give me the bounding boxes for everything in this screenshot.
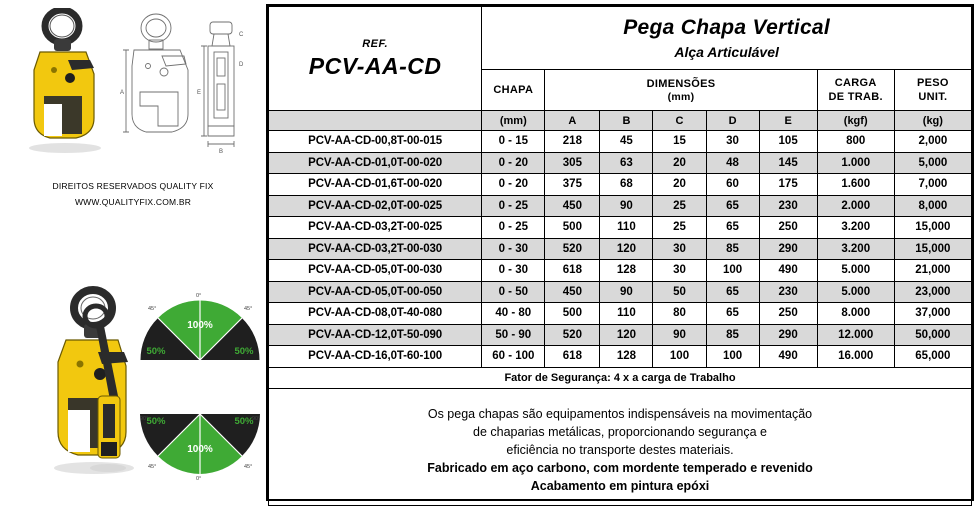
cell-carga: 800 (817, 131, 894, 153)
cell-peso: 15,000 (894, 238, 971, 260)
cell-ref: PCV-AA-CD-03,2T-00-030 (269, 238, 482, 260)
col-header-dimensoes (545, 70, 817, 111)
unit-a: A (545, 111, 600, 131)
cell-b: 128 (600, 346, 653, 368)
unit-c: C (653, 111, 706, 131)
table-row (269, 238, 972, 260)
cell-e: 490 (759, 260, 817, 282)
cell-a: 450 (545, 281, 600, 303)
angle-top-left-label: 50% (146, 346, 166, 357)
col-header-carga-line2: DE TRAB. (828, 91, 883, 103)
table-row (269, 217, 972, 239)
title-cell (482, 7, 972, 70)
notes-line-1: Os pega chapas são equipamentos indispensáveis na movimentação (427, 406, 813, 421)
cell-e: 145 (759, 152, 817, 174)
cell-a: 450 (545, 195, 600, 217)
illustration-panel (0, 0, 266, 505)
cell-c: 20 (653, 152, 706, 174)
cell-chapa: 0 - 15 (482, 131, 545, 153)
cell-d: 30 (706, 131, 759, 153)
cell-b: 63 (600, 152, 653, 174)
cell-ref: PCV-AA-CD-03,2T-00-025 (269, 217, 482, 239)
cell-chapa: 0 - 20 (482, 174, 545, 196)
notes-line-2: de chaparias metálicas, proporcionando segurança e (473, 424, 767, 439)
cell-a: 500 (545, 303, 600, 325)
cell-peso: 5,000 (894, 152, 971, 174)
cell-carga: 5.000 (817, 260, 894, 282)
product-photo-top (10, 8, 130, 158)
cell-ref: PCV-AA-CD-02,0T-00-025 (269, 195, 482, 217)
clamp-side-illustration (74, 300, 134, 480)
cell-chapa: 0 - 30 (482, 238, 545, 260)
cell-ref: PCV-AA-CD-01,6T-00-020 (269, 174, 482, 196)
col-header-dimensoes-label: DIMENSÕES (646, 77, 716, 90)
table-row (269, 324, 972, 346)
cell-d: 65 (706, 303, 759, 325)
angle-bottom-tick-0: 0° (196, 476, 202, 482)
notes-line-3: eficiência no transporte destes materiais. (506, 442, 734, 457)
unit-e: E (759, 111, 817, 131)
ref-label: REF. (362, 37, 389, 50)
cell-a: 520 (545, 324, 600, 346)
cell-e: 175 (759, 174, 817, 196)
ref-cell (269, 7, 482, 111)
cell-peso: 8,000 (894, 195, 971, 217)
cell-ref: PCV-AA-CD-08,0T-40-080 (269, 303, 482, 325)
angle-top-tick-45-left: 45° (148, 306, 157, 312)
angle-figure-top (140, 293, 260, 360)
cell-carga: 2.000 (817, 195, 894, 217)
load-angle-diagrams (140, 292, 260, 482)
cell-peso: 23,000 (894, 281, 971, 303)
col-header-peso-line1: PESO (916, 77, 949, 89)
cell-c: 25 (653, 195, 706, 217)
cell-carga: 5.000 (817, 281, 894, 303)
col-header-carga-line1: CARGA (834, 77, 877, 89)
cell-a: 375 (545, 174, 600, 196)
col-header-carga (817, 70, 894, 111)
cell-c: 80 (653, 303, 706, 325)
cell-peso: 50,000 (894, 324, 971, 346)
table-row (269, 174, 972, 196)
cell-e: 105 (759, 131, 817, 153)
drawing-label-c: C (239, 32, 244, 38)
table-row (269, 346, 972, 368)
credits-line-1: DIREITOS RESERVADOS QUALITY FIX (52, 181, 214, 191)
col-header-peso-line2: UNIT. (918, 91, 948, 103)
cell-chapa: 50 - 90 (482, 324, 545, 346)
notes-line-4: Fabricado em aço carbono, com mordente temperado e revenido (427, 460, 813, 475)
cell-b: 110 (600, 217, 653, 239)
cell-e: 490 (759, 346, 817, 368)
notes-cell (269, 388, 972, 505)
unit-chapa: (mm) (482, 111, 545, 131)
table-row (269, 260, 972, 282)
product-subtitle: Alça Articulável (674, 44, 779, 60)
cell-carga: 3.200 (817, 238, 894, 260)
cell-peso: 65,000 (894, 346, 971, 368)
cell-chapa: 0 - 50 (482, 281, 545, 303)
angle-bottom-left-label: 50% (146, 416, 166, 427)
cell-c: 100 (653, 346, 706, 368)
table-row (269, 195, 972, 217)
cell-peso: 21,000 (894, 260, 971, 282)
cell-carga: 3.200 (817, 217, 894, 239)
cell-ref: PCV-AA-CD-01,0T-00-020 (269, 152, 482, 174)
cell-carga: 1.600 (817, 174, 894, 196)
cell-e: 230 (759, 281, 817, 303)
angle-bottom-tick-90-right: 90° (252, 416, 260, 422)
cell-chapa: 0 - 20 (482, 152, 545, 174)
unit-carga: (kgf) (817, 111, 894, 131)
table-row (269, 152, 972, 174)
cell-ref: PCV-AA-CD-00,8T-00-015 (269, 131, 482, 153)
ref-value: PCV-AA-CD (308, 52, 442, 79)
notes-row (269, 388, 972, 505)
cell-ref: PCV-AA-CD-05,0T-00-050 (269, 281, 482, 303)
cell-chapa: 40 - 80 (482, 303, 545, 325)
unit-b: B (600, 111, 653, 131)
credits-line-2: WWW.QUALITYFIX.COM.BR (74, 197, 192, 207)
cell-chapa: 0 - 25 (482, 217, 545, 239)
cell-b: 128 (600, 260, 653, 282)
angle-top-center-label: 100% (187, 320, 213, 331)
cell-b: 68 (600, 174, 653, 196)
drawing-label-b: B (219, 149, 224, 155)
cell-a: 500 (545, 217, 600, 239)
product-title: Pega Chapa Vertical (623, 16, 831, 39)
drawing-label-e: E (197, 90, 202, 96)
angle-bottom-tick-45-right: 45° (244, 464, 253, 470)
table-units-row (269, 111, 972, 131)
cell-carga: 1.000 (817, 152, 894, 174)
drawing-label-d: D (239, 62, 244, 68)
cell-chapa: 60 - 100 (482, 346, 545, 368)
cell-d: 85 (706, 324, 759, 346)
table-header-title-row (269, 7, 972, 70)
col-header-chapa: CHAPA (482, 70, 545, 111)
cell-a: 218 (545, 131, 600, 153)
spec-table-panel (266, 4, 974, 501)
angle-bottom-center-label: 100% (187, 444, 213, 455)
cell-b: 90 (600, 195, 653, 217)
cell-peso: 37,000 (894, 303, 971, 325)
unit-d: D (706, 111, 759, 131)
cell-a: 520 (545, 238, 600, 260)
cell-ref: PCV-AA-CD-16,0T-60-100 (269, 346, 482, 368)
unit-ref (269, 111, 482, 131)
cell-c: 30 (653, 238, 706, 260)
cell-b: 110 (600, 303, 653, 325)
cell-c: 15 (653, 131, 706, 153)
cell-c: 30 (653, 260, 706, 282)
drawing-label-a: A (120, 90, 125, 96)
cell-carga: 8.000 (817, 303, 894, 325)
cell-d: 65 (706, 217, 759, 239)
cell-b: 90 (600, 281, 653, 303)
cell-peso: 15,000 (894, 217, 971, 239)
angle-top-tick-45-right: 45° (244, 306, 253, 312)
technical-drawing-top (118, 6, 260, 158)
angle-bottom-tick-45-left: 45° (148, 464, 157, 470)
cell-d: 48 (706, 152, 759, 174)
table-row (269, 281, 972, 303)
notes-line-5: Acabamento em pintura epóxi (530, 478, 710, 493)
cell-ref: PCV-AA-CD-05,0T-00-030 (269, 260, 482, 282)
angle-bottom-right-label: 50% (234, 416, 254, 427)
cell-carga: 16.000 (817, 346, 894, 368)
table-body (269, 131, 972, 368)
safety-factor-row (269, 367, 972, 388)
cell-a: 305 (545, 152, 600, 174)
cell-carga: 12.000 (817, 324, 894, 346)
cell-e: 250 (759, 303, 817, 325)
cell-d: 85 (706, 238, 759, 260)
safety-factor-text: Fator de Segurança: 4 x a carga de Trabalho (269, 367, 972, 388)
spec-table (268, 6, 972, 506)
cell-e: 290 (759, 324, 817, 346)
col-header-dimensoes-unit: (mm) (667, 90, 695, 103)
table-row (269, 131, 972, 153)
cell-chapa: 0 - 25 (482, 195, 545, 217)
angle-top-tick-0: 0° (196, 293, 202, 299)
col-header-peso (894, 70, 971, 111)
cell-b: 45 (600, 131, 653, 153)
cell-chapa: 0 - 30 (482, 260, 545, 282)
cell-c: 25 (653, 217, 706, 239)
table-row (269, 303, 972, 325)
cell-d: 60 (706, 174, 759, 196)
notes-block (269, 389, 971, 505)
cell-d: 65 (706, 281, 759, 303)
cell-c: 50 (653, 281, 706, 303)
cell-e: 290 (759, 238, 817, 260)
cell-c: 90 (653, 324, 706, 346)
angle-bottom-tick-90-left: 90° (140, 416, 149, 422)
cell-e: 230 (759, 195, 817, 217)
cell-a: 618 (545, 346, 600, 368)
cell-d: 100 (706, 260, 759, 282)
cell-c: 20 (653, 174, 706, 196)
cell-b: 120 (600, 238, 653, 260)
cell-a: 618 (545, 260, 600, 282)
angle-top-right-label: 50% (234, 346, 254, 357)
cell-d: 100 (706, 346, 759, 368)
cell-d: 65 (706, 195, 759, 217)
cell-peso: 2,000 (894, 131, 971, 153)
cell-peso: 7,000 (894, 174, 971, 196)
cell-b: 120 (600, 324, 653, 346)
cell-e: 250 (759, 217, 817, 239)
cell-ref: PCV-AA-CD-12,0T-50-090 (269, 324, 482, 346)
unit-peso: (kg) (894, 111, 971, 131)
credits-block (0, 178, 266, 210)
